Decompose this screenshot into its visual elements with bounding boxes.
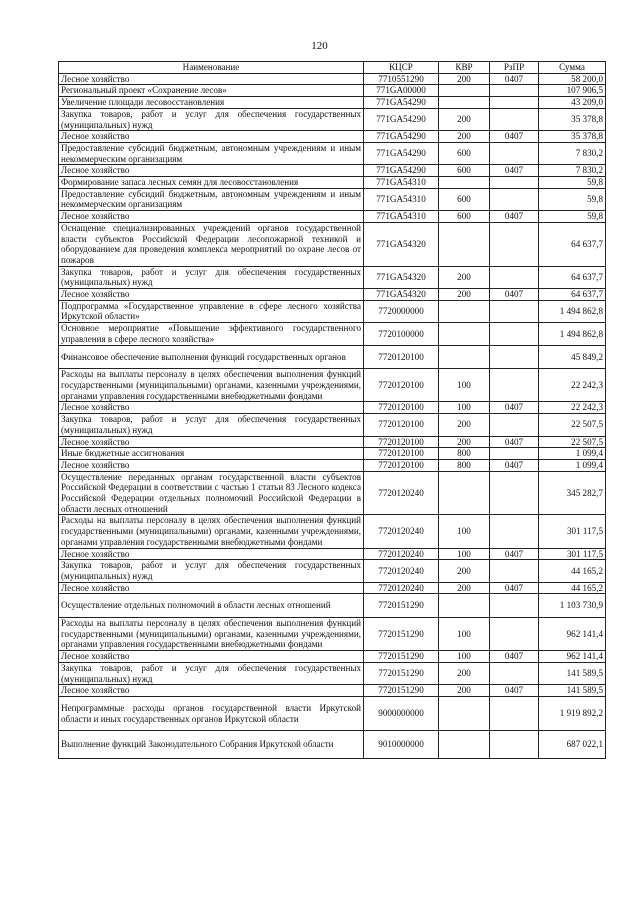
row-rzpr-cell [490, 594, 539, 618]
row-name-cell: Оснащение специализированных учреждений органов государственной власти субъектов Российской Федерации лесопожарной техникой и оборудованием для проведения комплекса мероприятий по охране лесов от пожаров [59, 222, 364, 266]
row-kvr-cell [439, 222, 490, 266]
row-rzpr-cell: 0407 [490, 548, 539, 560]
row-code-cell: 771GA54290 [364, 142, 439, 164]
table-row [59, 471, 606, 515]
row-kvr-cell [439, 731, 490, 759]
row-kvr-cell: 100 [439, 515, 490, 548]
table-row [59, 85, 606, 97]
row-name-cell: Лесное хозяйство [59, 165, 364, 177]
row-sum-cell: 64 637,7 [539, 289, 606, 301]
row-sum-cell: 22 507,5 [539, 414, 606, 436]
table-row [59, 142, 606, 164]
row-code-cell: 7720151290 [364, 594, 439, 618]
row-name-cell: Расходы на выплаты персоналу в целях обеспечения выполнения функций государственными (муниципальными) органами, казенными учреждениями, органами управления государственными внебюджетными фондами [59, 618, 364, 651]
row-name-cell: Лесное хозяйство [59, 289, 364, 301]
row-rzpr-cell [490, 662, 539, 684]
row-sum-cell: 1 494 862,8 [539, 323, 606, 345]
row-sum-cell: 64 637,7 [539, 266, 606, 288]
row-sum-cell: 141 589,5 [539, 685, 606, 697]
row-name-cell: Лесное хозяйство [59, 73, 364, 85]
row-sum-cell: 58 200,0 [539, 73, 606, 85]
row-name-cell: Региональный проект «Сохранение лесов» [59, 85, 364, 97]
row-rzpr-cell [490, 177, 539, 189]
row-name-cell: Основное мероприятие «Повышение эффективного государственного управления в сфере лесного хозяйства» [59, 323, 364, 345]
table-row [59, 188, 606, 210]
row-kvr-cell: 200 [439, 582, 490, 594]
row-rzpr-cell: 0407 [490, 582, 539, 594]
row-name-cell: Лесное хозяйство [59, 685, 364, 697]
row-name-cell: Закупка товаров, работ и услуг для обеспечения государственных (муниципальных) нужд [59, 108, 364, 130]
row-kvr-cell [439, 85, 490, 97]
row-rzpr-cell [490, 696, 539, 730]
row-kvr-cell: 800 [439, 459, 490, 471]
row-kvr-cell: 200 [439, 436, 490, 448]
row-name-cell: Закупка товаров, работ и услуг для обеспечения государственных (муниципальных) нужд [59, 414, 364, 436]
row-rzpr-cell [490, 618, 539, 651]
table-row [59, 97, 606, 109]
row-rzpr-cell [490, 448, 539, 460]
row-code-cell: 7710551290 [364, 73, 439, 85]
row-kvr-cell: 200 [439, 131, 490, 143]
row-name-cell: Лесное хозяйство [59, 211, 364, 223]
row-code-cell: 771GA54320 [364, 289, 439, 301]
row-name-cell: Предоставление субсидий бюджетным, автономным учреждениям и иным некоммерческим организациям [59, 142, 364, 164]
table-row [59, 108, 606, 130]
row-sum-cell: 1 919 892,2 [539, 696, 606, 730]
row-kvr-cell: 200 [439, 289, 490, 301]
table-row [59, 618, 606, 651]
row-sum-cell: 64 637,7 [539, 222, 606, 266]
row-code-cell: 7720120240 [364, 548, 439, 560]
row-name-cell: Лесное хозяйство [59, 459, 364, 471]
row-code-cell: 771GA54290 [364, 97, 439, 109]
row-sum-cell: 7 830,2 [539, 165, 606, 177]
row-sum-cell: 43 209,0 [539, 97, 606, 109]
row-name-cell: Закупка товаров, работ и услуг для обеспечения государственных (муниципальных) нужд [59, 266, 364, 288]
table-row [59, 73, 606, 85]
row-code-cell: 7720120100 [364, 369, 439, 402]
header-code: КЦСР [364, 62, 439, 74]
row-kvr-cell: 200 [439, 414, 490, 436]
row-rzpr-cell [490, 414, 539, 436]
table-row [59, 165, 606, 177]
table-row [59, 300, 606, 322]
row-code-cell: 771GA54320 [364, 222, 439, 266]
row-sum-cell: 45 849,2 [539, 345, 606, 369]
row-kvr-cell: 200 [439, 266, 490, 288]
table-row [59, 515, 606, 548]
row-sum-cell: 22 507,5 [539, 436, 606, 448]
table-row [59, 369, 606, 402]
row-kvr-cell [439, 471, 490, 515]
row-rzpr-cell: 0407 [490, 459, 539, 471]
row-rzpr-cell: 0407 [490, 402, 539, 414]
row-kvr-cell: 800 [439, 448, 490, 460]
row-rzpr-cell: 0407 [490, 165, 539, 177]
row-sum-cell: 22 242,3 [539, 402, 606, 414]
row-code-cell: 771GA00000 [364, 85, 439, 97]
table-row [59, 459, 606, 471]
row-sum-cell: 1 099,4 [539, 448, 606, 460]
row-code-cell: 7720120240 [364, 471, 439, 515]
header-rzpr: РзПР [490, 62, 539, 74]
row-sum-cell: 962 141,4 [539, 651, 606, 663]
row-sum-cell: 301 117,5 [539, 548, 606, 560]
row-sum-cell: 22 242,3 [539, 369, 606, 402]
row-sum-cell: 345 282,7 [539, 471, 606, 515]
row-code-cell: 7720100000 [364, 323, 439, 345]
row-sum-cell: 107 906,5 [539, 85, 606, 97]
row-rzpr-cell: 0407 [490, 436, 539, 448]
row-code-cell: 771GA54290 [364, 131, 439, 143]
row-code-cell: 7720120100 [364, 414, 439, 436]
row-rzpr-cell: 0407 [490, 73, 539, 85]
row-code-cell: 7720000000 [364, 300, 439, 322]
row-sum-cell: 1 099,4 [539, 459, 606, 471]
row-rzpr-cell [490, 300, 539, 322]
row-code-cell: 7720120100 [364, 402, 439, 414]
row-rzpr-cell: 0407 [490, 289, 539, 301]
row-name-cell: Закупка товаров, работ и услуг для обеспечения государственных (муниципальных) нужд [59, 662, 364, 684]
row-rzpr-cell [490, 345, 539, 369]
row-kvr-cell: 200 [439, 73, 490, 85]
row-name-cell: Формирование запаса лесных семян для лесовосстановления [59, 177, 364, 189]
row-kvr-cell [439, 323, 490, 345]
row-kvr-cell: 200 [439, 108, 490, 130]
header-kvr: КВР [439, 62, 490, 74]
table-row [59, 177, 606, 189]
row-code-cell: 7720120100 [364, 448, 439, 460]
row-kvr-cell [439, 594, 490, 618]
row-rzpr-cell [490, 97, 539, 109]
row-rzpr-cell: 0407 [490, 651, 539, 663]
row-name-cell: Увеличение площади лесовосстановления [59, 97, 364, 109]
row-rzpr-cell [490, 471, 539, 515]
row-sum-cell: 59,8 [539, 211, 606, 223]
table-row [59, 685, 606, 697]
row-rzpr-cell [490, 85, 539, 97]
row-name-cell: Осуществление отдельных полномочий в области лесных отношений [59, 594, 364, 618]
row-code-cell: 771GA54320 [364, 266, 439, 288]
table-row [59, 323, 606, 345]
page-number: 120 [311, 40, 328, 52]
row-name-cell: Лесное хозяйство [59, 651, 364, 663]
row-kvr-cell [439, 300, 490, 322]
row-sum-cell: 44 165,2 [539, 560, 606, 582]
row-rzpr-cell [490, 515, 539, 548]
row-sum-cell: 1 494 862,8 [539, 300, 606, 322]
row-code-cell: 7720151290 [364, 651, 439, 663]
row-sum-cell: 141 589,5 [539, 662, 606, 684]
row-kvr-cell: 600 [439, 188, 490, 210]
row-kvr-cell: 600 [439, 142, 490, 164]
row-name-cell: Лесное хозяйство [59, 402, 364, 414]
row-rzpr-cell [490, 266, 539, 288]
row-name-cell: Предоставление субсидий бюджетным, автономным учреждениям и иным некоммерческим организациям [59, 188, 364, 210]
row-name-cell: Закупка товаров, работ и услуг для обеспечения государственных (муниципальных) нужд [59, 560, 364, 582]
row-rzpr-cell [490, 369, 539, 402]
row-name-cell: Подпрограмма «Государственное управление в сфере лесного хозяйства Иркутской области» [59, 300, 364, 322]
row-rzpr-cell [490, 222, 539, 266]
row-kvr-cell [439, 345, 490, 369]
row-kvr-cell [439, 177, 490, 189]
row-kvr-cell: 600 [439, 211, 490, 223]
table-row [59, 662, 606, 684]
row-kvr-cell: 600 [439, 165, 490, 177]
table-row [59, 222, 606, 266]
row-code-cell: 7720120100 [364, 459, 439, 471]
row-code-cell: 7720120240 [364, 515, 439, 548]
row-name-cell: Осуществление переданных органам государственной власти субъектов Российской Федерации в соответствии с частью 1 статьи 83 Лесного кодекса Российской Федерации отдельных полномочий Российской Федерации в области лесных отношений [59, 471, 364, 515]
table-row [59, 696, 606, 730]
row-code-cell: 771GA54290 [364, 108, 439, 130]
table-row [59, 211, 606, 223]
row-rzpr-cell [490, 731, 539, 759]
row-code-cell: 771GA54310 [364, 211, 439, 223]
row-kvr-cell: 100 [439, 369, 490, 402]
table-row [59, 582, 606, 594]
table-row [59, 651, 606, 663]
budget-table [58, 61, 606, 759]
table-row [59, 345, 606, 369]
row-kvr-cell: 100 [439, 548, 490, 560]
row-code-cell: 771GA54290 [364, 165, 439, 177]
row-code-cell: 7720120100 [364, 436, 439, 448]
row-rzpr-cell [490, 142, 539, 164]
table-row [59, 731, 606, 759]
table-row [59, 266, 606, 288]
row-name-cell: Иные бюджетные ассигнования [59, 448, 364, 460]
row-code-cell: 9010000000 [364, 731, 439, 759]
header-name: Наименование [59, 62, 364, 74]
row-code-cell: 7720120100 [364, 345, 439, 369]
table-row [59, 289, 606, 301]
table-row [59, 594, 606, 618]
row-code-cell: 7720151290 [364, 685, 439, 697]
row-sum-cell: 44 165,2 [539, 582, 606, 594]
row-sum-cell: 962 141,4 [539, 618, 606, 651]
row-sum-cell: 59,8 [539, 188, 606, 210]
row-rzpr-cell: 0407 [490, 211, 539, 223]
row-code-cell: 9000000000 [364, 696, 439, 730]
row-kvr-cell [439, 696, 490, 730]
row-name-cell: Лесное хозяйство [59, 131, 364, 143]
table-row [59, 448, 606, 460]
row-sum-cell: 7 830,2 [539, 142, 606, 164]
row-code-cell: 7720151290 [364, 662, 439, 684]
row-name-cell: Расходы на выплаты персоналу в целях обеспечения выполнения функций государственными (муниципальными) органами, казенными учреждениями, органами управления государственными внебюджетными фондами [59, 369, 364, 402]
row-name-cell: Лесное хозяйство [59, 582, 364, 594]
table-row [59, 560, 606, 582]
row-rzpr-cell [490, 188, 539, 210]
row-code-cell: 771GA54310 [364, 188, 439, 210]
row-kvr-cell: 200 [439, 560, 490, 582]
row-rzpr-cell: 0407 [490, 131, 539, 143]
row-rzpr-cell [490, 560, 539, 582]
row-kvr-cell: 200 [439, 685, 490, 697]
table-row [59, 414, 606, 436]
row-sum-cell: 301 117,5 [539, 515, 606, 548]
table-row [59, 436, 606, 448]
header-sum: Сумма [539, 62, 606, 74]
row-rzpr-cell: 0407 [490, 685, 539, 697]
table-row [59, 131, 606, 143]
row-kvr-cell [439, 97, 490, 109]
row-sum-cell: 35 378,8 [539, 131, 606, 143]
row-code-cell: 7720120240 [364, 560, 439, 582]
row-sum-cell: 59,8 [539, 177, 606, 189]
row-code-cell: 7720151290 [364, 618, 439, 651]
row-name-cell: Лесное хозяйство [59, 436, 364, 448]
row-name-cell: Непрограммные расходы органов государственной власти Иркутской области и иных государственных органов Иркутской области [59, 696, 364, 730]
row-code-cell: 7720120240 [364, 582, 439, 594]
table-row [59, 548, 606, 560]
row-code-cell: 771GA54310 [364, 177, 439, 189]
row-rzpr-cell [490, 323, 539, 345]
row-name-cell: Финансовое обеспечение выполнения функций государственных органов [59, 345, 364, 369]
row-kvr-cell: 200 [439, 662, 490, 684]
row-kvr-cell: 100 [439, 651, 490, 663]
row-sum-cell: 687 022,1 [539, 731, 606, 759]
row-kvr-cell: 100 [439, 618, 490, 651]
table-row [59, 402, 606, 414]
row-name-cell: Лесное хозяйство [59, 548, 364, 560]
row-rzpr-cell [490, 108, 539, 130]
row-sum-cell: 35 378,8 [539, 108, 606, 130]
row-name-cell: Выполнение функций Законодательного Собрания Иркутской области [59, 731, 364, 759]
row-sum-cell: 1 103 730,9 [539, 594, 606, 618]
row-kvr-cell: 100 [439, 402, 490, 414]
row-name-cell: Расходы на выплаты персоналу в целях обеспечения выполнения функций государственными (муниципальными) органами, казенными учреждениями, органами управления государственными внебюджетными фондами [59, 515, 364, 548]
table-header-row [59, 62, 606, 74]
table-body [59, 73, 606, 758]
